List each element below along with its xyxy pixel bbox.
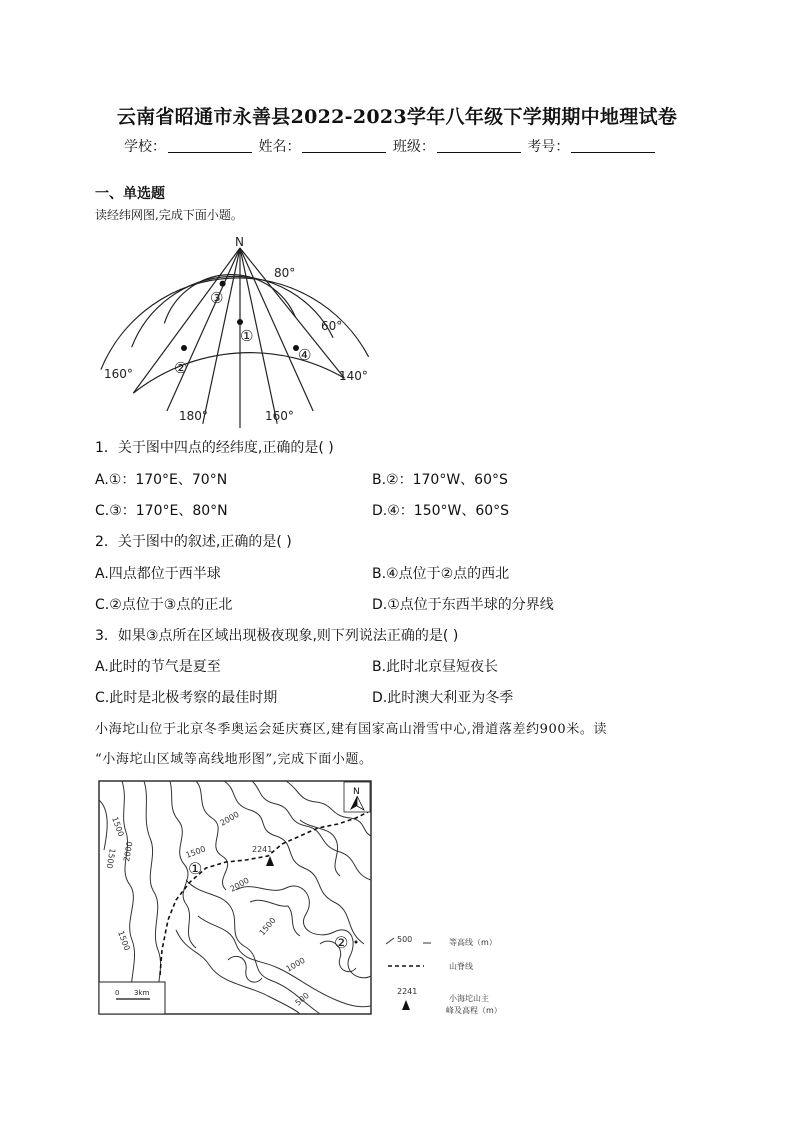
legend-peak-value: 2241 bbox=[397, 987, 418, 996]
question-3-option-d[interactable]: D.此时澳大利亚为冬季 bbox=[372, 690, 514, 706]
point-1-label: ① bbox=[240, 327, 254, 345]
student-info-line bbox=[124, 136, 657, 156]
name-label: 姓名： bbox=[258, 139, 301, 155]
contour-line bbox=[198, 916, 371, 1007]
lat-80-label: 80° bbox=[274, 266, 296, 280]
contour-line bbox=[176, 930, 300, 1014]
contour-line bbox=[99, 800, 107, 850]
question-3-option-c[interactable]: C.此时是北极考察的最佳时期 bbox=[95, 690, 278, 706]
lon-180-label: 180° bbox=[179, 409, 208, 423]
question-1-option-c[interactable]: C.③：170°E、80°N bbox=[95, 503, 228, 519]
intro-text-2-line-1: 小海坨山位于北京冬季奥运会延庆赛区,建有国家高山滑雪中心,滑道落差约900米。读 bbox=[95, 722, 608, 737]
point-3-label: ③ bbox=[210, 289, 224, 307]
parallel-70 bbox=[132, 276, 333, 347]
parallel-80 bbox=[164, 275, 295, 324]
peak-elevation-label: 2241 bbox=[252, 845, 273, 854]
contour-map-figure bbox=[95, 778, 515, 1018]
legend-contour-value: 500 bbox=[397, 935, 413, 944]
question-1-option-a[interactable]: A.①：170°E、70°N bbox=[95, 472, 228, 488]
legend-ridge-label: 山脊线 bbox=[449, 962, 473, 971]
legend-contour-sample bbox=[386, 938, 394, 944]
question-3-option-a[interactable]: A.此时的节气是夏至 bbox=[95, 659, 221, 675]
lon-160-bottom-label: 160° bbox=[265, 409, 294, 423]
contour-label: 1500 bbox=[184, 844, 207, 860]
north-arrow bbox=[344, 782, 370, 812]
scale-box bbox=[99, 982, 165, 1014]
contour-label: 1500 bbox=[110, 815, 126, 838]
contour-line bbox=[300, 820, 340, 876]
lat-60-label: 60° bbox=[321, 319, 343, 333]
map-point-1-label: ① bbox=[188, 859, 203, 878]
question-2-option-c[interactable]: C.②点位于③点的正北 bbox=[95, 597, 233, 613]
north-label: N bbox=[235, 235, 244, 249]
point-3-dot bbox=[220, 281, 226, 287]
map-point-2-dot bbox=[355, 941, 358, 944]
contour-label: 2000 bbox=[122, 840, 135, 863]
legend-peak-label-1: 小海坨山主 bbox=[449, 994, 489, 1003]
school-blank[interactable] bbox=[168, 138, 252, 153]
point-4-label: ④ bbox=[298, 346, 312, 364]
contour-label: 1500 bbox=[104, 847, 117, 870]
name-blank[interactable] bbox=[302, 138, 386, 153]
question-2-option-a[interactable]: A.四点都位于西半球 bbox=[95, 566, 221, 582]
contour-line bbox=[186, 880, 320, 1014]
point-2-label: ② bbox=[174, 359, 188, 377]
question-2-option-b[interactable]: B.④点位于②点的西北 bbox=[372, 566, 510, 582]
lon-140-label: 140° bbox=[339, 369, 368, 383]
scale-zero: 0 bbox=[115, 989, 120, 997]
contour-label: 1500 bbox=[257, 915, 278, 938]
intro-text-1: 读经纬网图,完成下面小题。 bbox=[95, 208, 243, 222]
meridian-3 bbox=[203, 248, 240, 424]
question-3-stem: 3．如果③点所在区域出现极夜现象,则下列说法正确的是( ) bbox=[95, 628, 459, 644]
school-label: 学校： bbox=[124, 139, 166, 155]
exam-no-blank[interactable] bbox=[571, 138, 655, 153]
exam-no-label: 考号： bbox=[527, 139, 570, 155]
meridian-2 bbox=[167, 248, 240, 411]
contour-label: 2000 bbox=[228, 875, 251, 894]
legend-peak-triangle bbox=[402, 1000, 410, 1010]
contour-label: 1000 bbox=[284, 955, 307, 974]
map-legend bbox=[386, 935, 502, 1015]
contour-line bbox=[224, 781, 364, 944]
question-2-stem: 2．关于图中的叙述,正确的是( ) bbox=[95, 534, 292, 550]
page-title: 云南省昭通市永善县2022-2023学年八年级下学期期中地理试卷 bbox=[116, 106, 678, 128]
graticule-figure bbox=[95, 230, 385, 430]
lon-160-left-label: 160° bbox=[104, 367, 133, 381]
intro-text-2-line-2: “小海坨山区域等高线地形图”,完成下面小题。 bbox=[95, 752, 373, 767]
map-point-2-label: ② bbox=[334, 933, 349, 952]
peak-triangle bbox=[266, 856, 274, 866]
point-2-dot bbox=[181, 345, 187, 351]
section-heading: 一、单选题 bbox=[95, 186, 165, 202]
contour-label: 500 bbox=[293, 990, 311, 1008]
outer-arc bbox=[133, 353, 344, 393]
question-1-option-d[interactable]: D.④：150°W、60°S bbox=[372, 503, 510, 519]
point-1-dot bbox=[237, 319, 243, 325]
contour-line bbox=[228, 956, 262, 982]
scale-three-km: 3km bbox=[134, 989, 150, 997]
class-blank[interactable] bbox=[437, 138, 521, 153]
question-3-option-b[interactable]: B.此时北京昼短夜长 bbox=[372, 659, 499, 675]
legend-contour-label: 等高线（m） bbox=[449, 938, 497, 947]
contour-label: 1500 bbox=[116, 929, 132, 952]
contour-label: 2000 bbox=[218, 809, 241, 828]
north-arrow-label: N bbox=[353, 787, 360, 797]
contour-line bbox=[122, 781, 135, 1014]
contour-line bbox=[144, 781, 161, 1014]
question-2-option-d[interactable]: D.①点位于东西半球的分界线 bbox=[372, 597, 554, 613]
class-label: 班级： bbox=[392, 139, 435, 155]
question-1-option-b[interactable]: B.②：170°W、60°S bbox=[372, 472, 508, 488]
question-1-stem: 1．关于图中四点的经纬度,正确的是( ) bbox=[95, 440, 334, 456]
legend-peak-label-2: 峰及高程（m） bbox=[446, 1006, 502, 1015]
